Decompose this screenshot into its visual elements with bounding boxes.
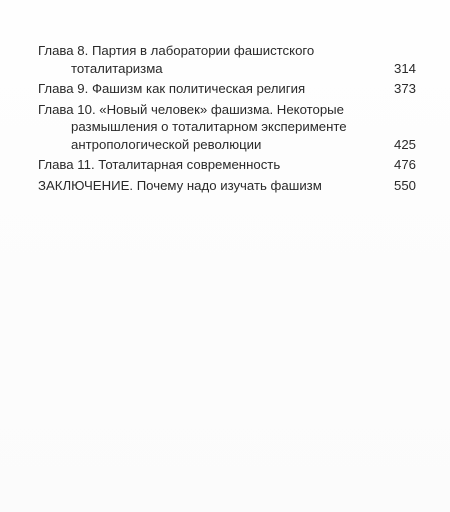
toc-entry-chapter-10 (38, 101, 416, 154)
toc-entry-chapter-11 (38, 156, 416, 174)
toc-entry-title: Глава 11. Тоталитарная современность (38, 157, 281, 172)
toc-entry-title-continued: размышления о тоталитарном эксперименте (71, 119, 347, 134)
toc-entry-title: Глава 9. Фашизм как политическая религия (38, 81, 306, 96)
toc-entry-title-continued: антропологической революции (71, 136, 262, 152)
toc-entry-chapter-9 (38, 80, 416, 98)
toc-page-number: 550 (393, 177, 416, 193)
toc-page-number: 425 (393, 136, 416, 152)
toc-entry-title: Глава 8. Партия в лаборатории фашистского (38, 43, 315, 58)
toc-entry-chapter-8 (38, 42, 416, 77)
toc-page-number: 314 (393, 60, 416, 76)
toc-page-number: 476 (393, 157, 416, 172)
toc-entry-title-continued: тоталитаризма (71, 60, 163, 76)
toc-entry-title: ЗАКЛЮЧЕНИЕ. Почему надо изучать фашизм (38, 177, 322, 193)
toc-page-number: 373 (393, 81, 416, 96)
toc-entry-conclusion (38, 177, 416, 195)
table-of-contents (38, 42, 416, 197)
toc-entry-title: Глава 10. «Новый человек» фашизма. Некоторые (38, 101, 344, 117)
